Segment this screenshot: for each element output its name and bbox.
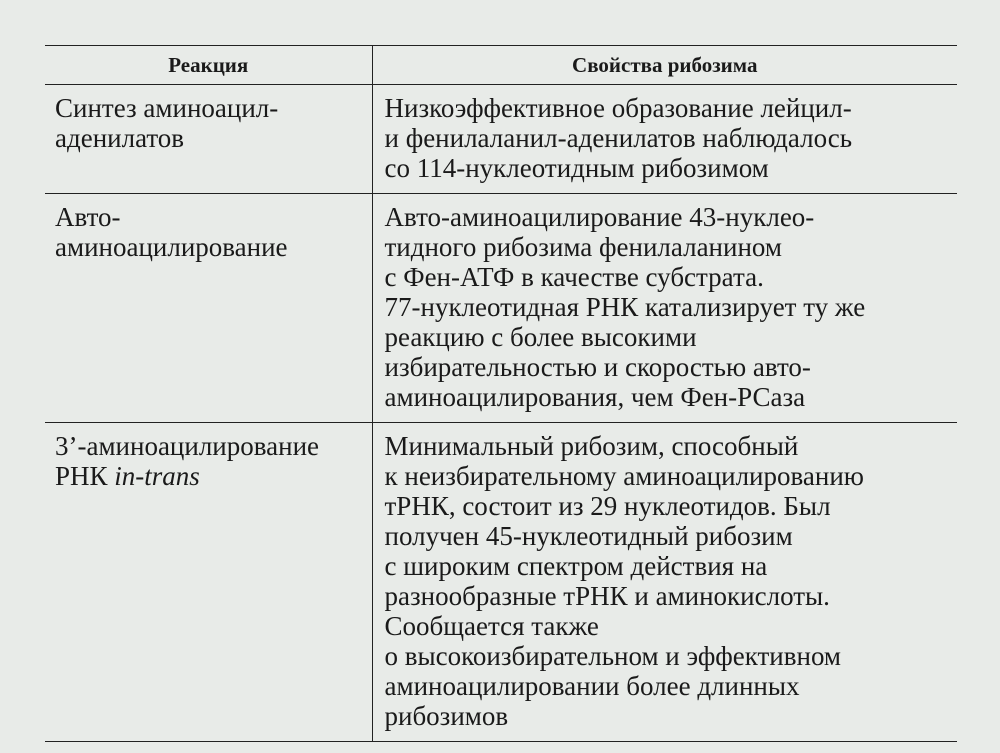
reaction-text-line: Синтез аминоацил- (55, 93, 279, 123)
properties-text-line: Минимальный рибозим, способный (384, 431, 799, 461)
table-row (45, 423, 957, 742)
properties-text-line: тидного рибозима фенилаланином (384, 232, 782, 262)
table-header-row (45, 46, 957, 85)
reaction-text-line: Авто- (55, 202, 121, 232)
properties-text-line: тРНК, состоит из 29 нуклеотидов. Был (384, 491, 831, 521)
reaction-cell (45, 194, 372, 423)
properties-text-line: с Фен-АТФ в качестве субстрата. (384, 262, 764, 292)
properties-text-line: к неизбирательному аминоацилированию (384, 461, 864, 491)
properties-cell (372, 423, 957, 742)
properties-text-line: рибозимов (384, 701, 509, 731)
properties-text-line: 77-нуклеотидная РНК катализирует ту же (384, 292, 866, 322)
properties-text-line: Низкоэффективное образование лейцил- (384, 93, 852, 123)
properties-text-line: и фенилаланил-аденилатов наблюдалось (384, 123, 853, 153)
table-row (45, 194, 957, 423)
reaction-text-line: аминоацилирование (55, 232, 288, 262)
properties-cell (372, 194, 957, 423)
properties-text-line: разнообразные тРНК и аминокислоты. (384, 581, 830, 611)
ribozyme-table-container (45, 45, 957, 742)
properties-text-line: о высокоизбирательном и эффективном (384, 641, 842, 671)
reaction-text-italic: in-trans (114, 461, 200, 491)
properties-text-line: аминоацилирования, чем Фен-РСаза (384, 382, 806, 412)
header-ribozyme-properties: Свойства рибозима (372, 46, 957, 85)
properties-text-line: с широким спектром действия на (384, 551, 768, 581)
properties-cell (372, 85, 957, 194)
properties-text-line: Авто-аминоацилирование 43-нуклео- (384, 202, 815, 232)
properties-text-line: аминоацилировании более длинных (384, 671, 800, 701)
reaction-text-line (55, 461, 372, 491)
reaction-cell (45, 423, 372, 742)
properties-text-line: Сообщается также (384, 611, 599, 641)
properties-text-line: реакцию с более высокими (384, 322, 697, 352)
table-row (45, 85, 957, 194)
properties-text-line: избирательностью и скоростью авто- (384, 352, 811, 382)
header-reaction: Реакция (45, 46, 372, 85)
properties-text-line: получен 45-нуклеотидный рибозим (384, 521, 793, 551)
reaction-cell (45, 85, 372, 194)
reaction-text-line: аденилатов (55, 123, 185, 153)
ribozyme-table (45, 45, 957, 742)
reaction-text-prefix: РНК (55, 461, 115, 491)
reaction-text-line: 3’-аминоацилирование (55, 431, 320, 461)
properties-text-line: со 114-нуклеотидным рибозимом (384, 153, 769, 183)
